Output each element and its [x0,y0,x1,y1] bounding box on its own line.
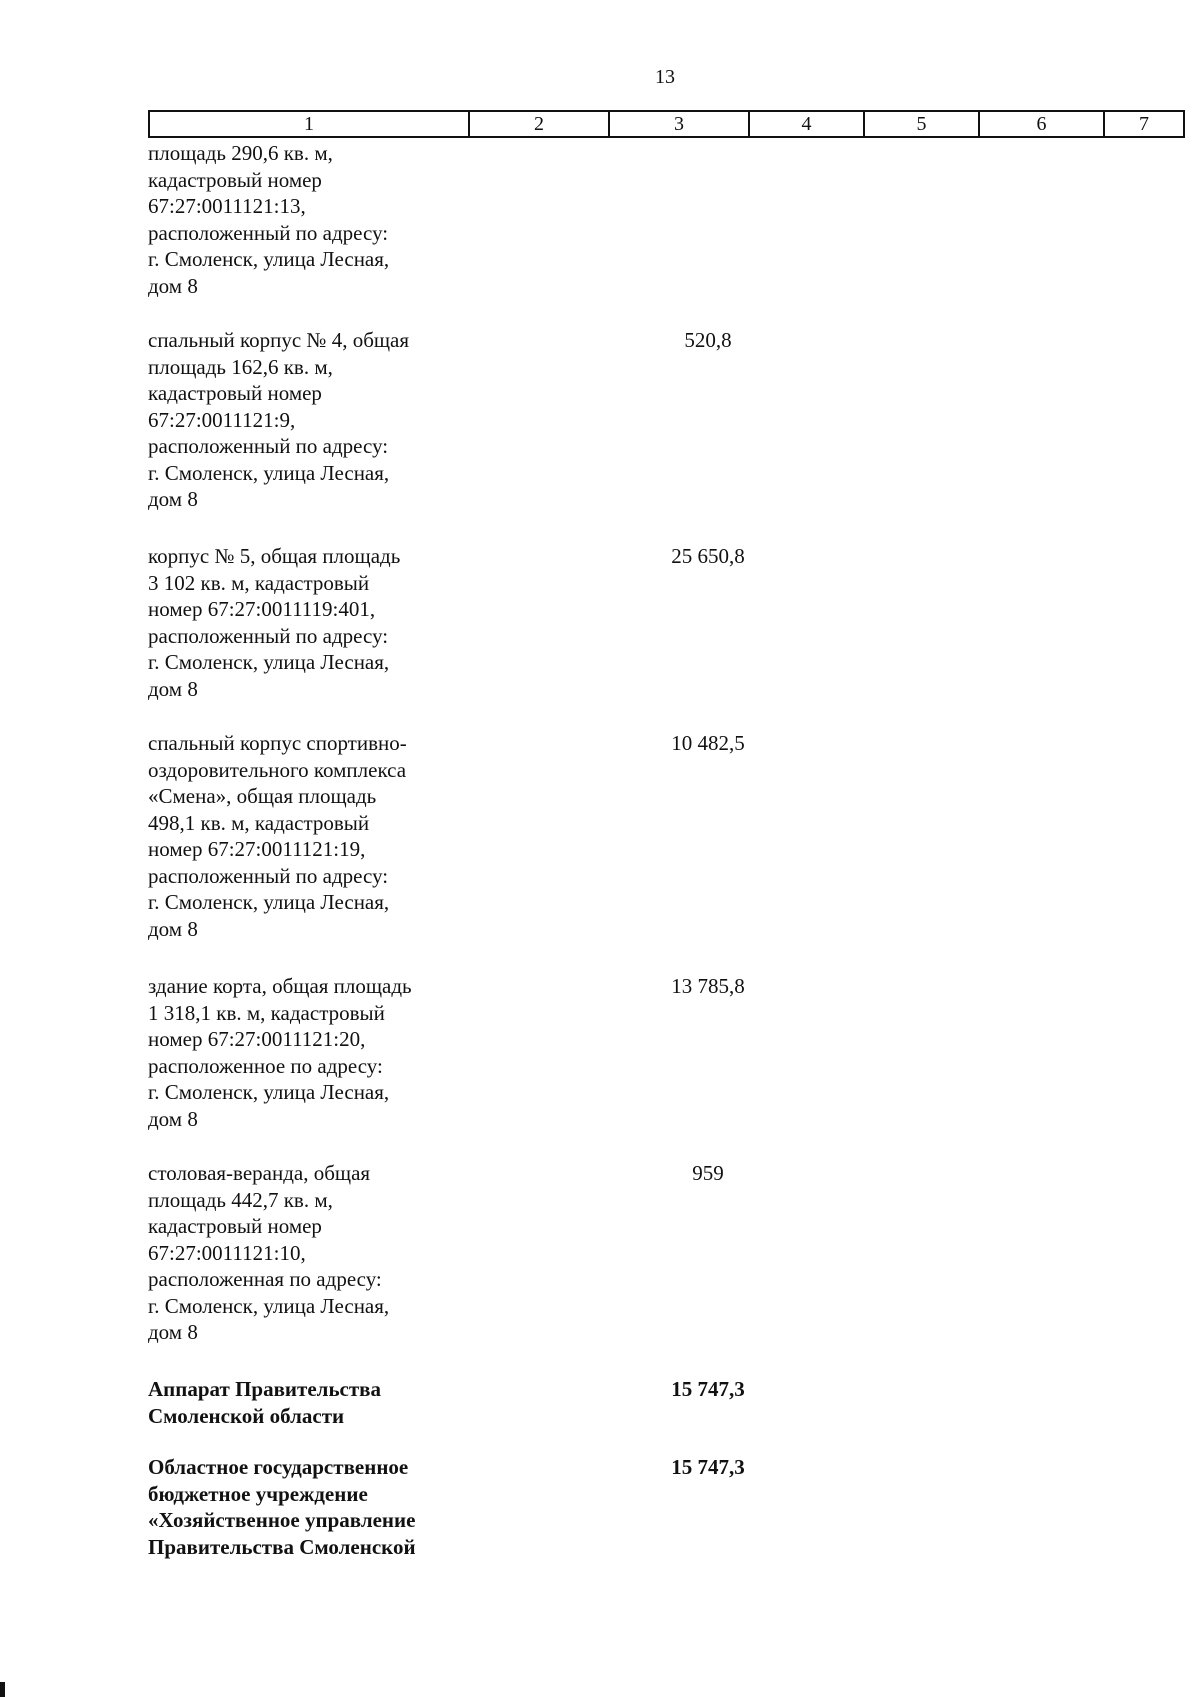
page-number: 13 [655,66,675,88]
column-header-6: 6 [979,111,1104,137]
column-number-header [148,110,1185,138]
column-header-2: 2 [469,111,609,137]
amount-value: 13 785,8 [671,974,745,998]
organization-name: Аппарат Правительства Смоленской области [148,1377,382,1428]
scan-edge-mark [0,1682,5,1697]
column-header-4: 4 [749,111,864,137]
column-header-5: 5 [864,111,979,137]
column-header-1: 1 [149,111,469,137]
object-description: корпус № 5, общая площадь 3 102 кв. м, кадастровый номер 67:27:0011119:401, расположенный по адресу: г. Смоленск, улица Лесная, дом 8 [148,544,401,701]
object-description: спальный корпус спортивно- оздоровительного комплекса «Смена», общая площадь 498,1 кв. м, кадастровый номер 67:27:0011121:19, расположенный по адресу: г. Смоленск, улица Лесная, дом 8 [148,731,407,941]
amount-value: 25 650,8 [671,544,745,568]
object-description: столовая-веранда, общая площадь 442,7 кв. м, кадастровый номер 67:27:0011121:10, расположенная по адресу: г. Смоленск, улица Лесная, дом 8 [148,1161,390,1344]
column-header-7: 7 [1104,111,1184,137]
column-header-3: 3 [609,111,749,137]
organization-name: Областное государственное бюджетное учреждение «Хозяйственное управление Правительства Смоленской [148,1455,416,1559]
object-description: площадь 290,6 кв. м, кадастровый номер 67:27:0011121:13, расположенный по адресу: г. Смоленск, улица Лесная, дом 8 [148,141,390,298]
amount-value: 10 482,5 [671,731,745,755]
header-row [149,111,1184,137]
amount-value: 520,8 [684,328,732,352]
object-description: спальный корпус № 4, общая площадь 162,6 кв. м, кадастровый номер 67:27:0011121:9, расположенный по адресу: г. Смоленск, улица Лесная, дом 8 [148,328,410,511]
amount-total: 15 747,3 [671,1377,745,1401]
object-description: здание корта, общая площадь 1 318,1 кв. м, кадастровый номер 67:27:0011121:20, расположенное по адресу: г. Смоленск, улица Лесная, дом 8 [148,974,412,1131]
amount-value: 959 [692,1161,724,1185]
amount-total: 15 747,3 [671,1455,745,1479]
